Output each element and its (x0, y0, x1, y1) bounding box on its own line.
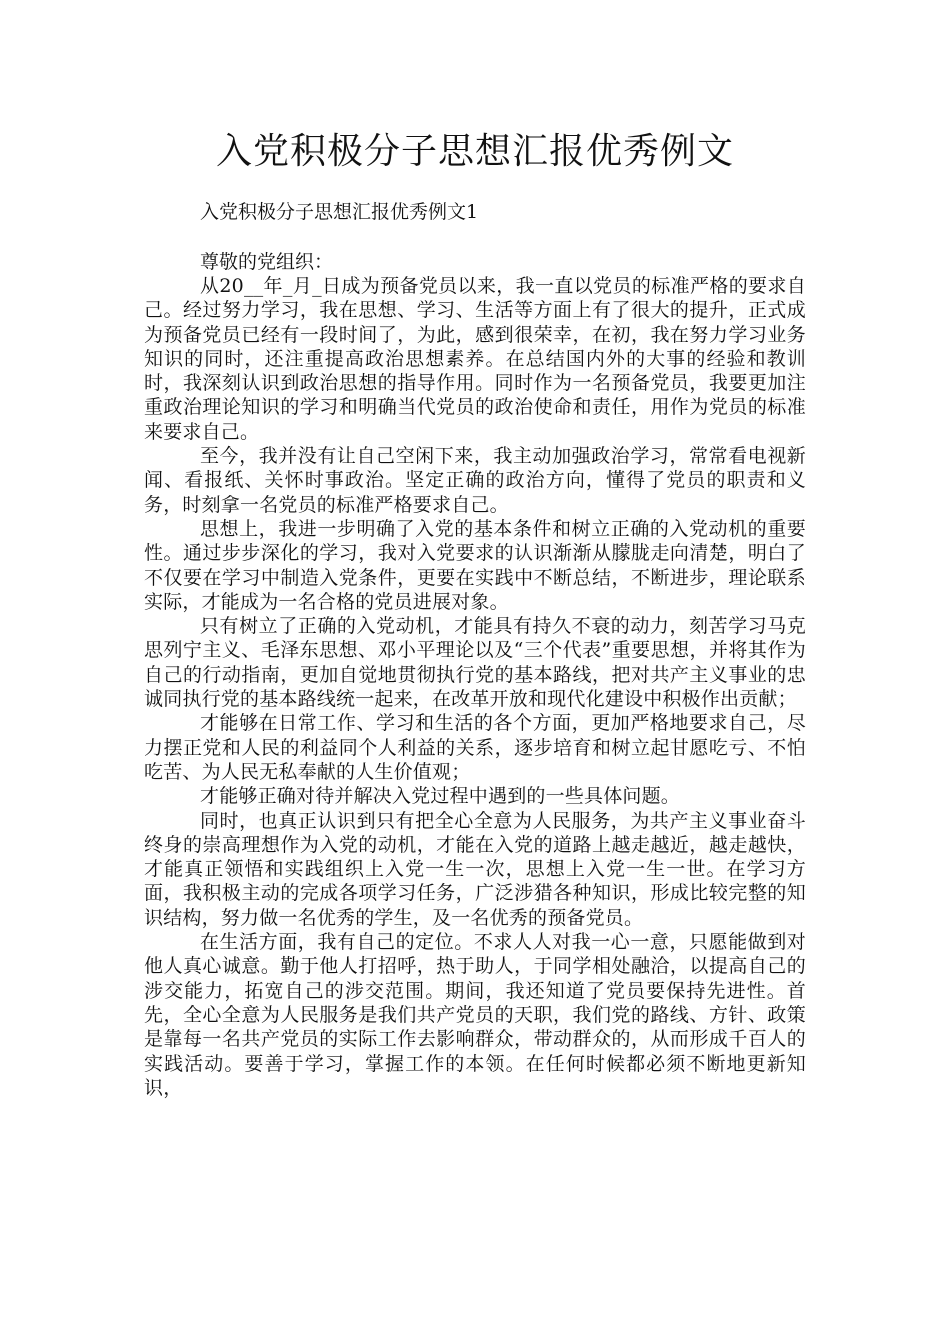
body-paragraph: 从20__年_月_日成为预备党员以来，我一直以党员的标准严格的要求自己。经过努力学习，我在思想、学习、生活等方面上有了很大的提升，正式成为预备党员已经有一段时间了，为此，感到很荣幸，在初，我在努力学习业务知识的同时，还注重提高政治思想素养。在总结国内外的大事的经验和教训时，我深刻认识到政治思想的指导作用。同时作为一名预备党员，我要更加注重政治理论知识的学习和明确当代党员的政治使命和责任，用作为党员的标准来要求自己。 (144, 275, 806, 443)
document-title: 入党积极分子思想汇报优秀例文 (215, 131, 734, 172)
document-page (144, 128, 806, 1100)
body-paragraph: 思想上，我进一步明确了入党的基本条件和树立正确的入党动机的重要性。通过步步深化的学习，我对入党要求的认识渐渐从朦胧走向清楚，明白了不仅要在学习中制造入党条件，更要在实践中不断总结，不断进步，理论联系实际，才能成为一名合格的党员进展对象。 (144, 517, 806, 613)
body-paragraph: 才能够正确对待并解决入党过程中遇到的一些具体问题。 (200, 785, 681, 808)
body-paragraph: 至今，我并没有让自己空闲下来，我主动加强政治学习，常常看电视新闻、看报纸、关怀时事政治。坚定正确的政治方向，懂得了党员的职责和义务，时刻拿一名党员的标准严格要求自己。 (144, 445, 806, 516)
body-paragraph: 同时，也真正认识到只有把全心全意为人民服务，为共产主义事业奋斗终身的崇高理想作为入党的动机，才能在入党的道路上越走越近，越走越快，才能真正领悟和实践组织上入党一生一次，思想上入党一生一世。在学习方面，我积极主动的完成各项学习任务，广泛涉猎各种知识，形成比较完整的知识结构，努力做一名优秀的学生，及一名优秀的预备党员。 (144, 809, 806, 929)
salutation: 尊敬的党组织： (200, 251, 334, 273)
document-body (144, 274, 806, 1100)
document-subtitle: 入党积极分子思想汇报优秀例文1 (200, 201, 479, 223)
body-paragraph: 才能够在日常工作、学习和生活的各个方面，更加严格地要求自己，尽力摆正党和人民的利益同个人利益的关系，逐步培育和树立起甘愿吃亏、不怕吃苦、为人民无私奉献的人生价值观； (144, 712, 806, 783)
body-paragraph: 在生活方面，我有自己的定位。不求人人对我一心一意，只愿能做到对他人真心诚意。勤于他人打招呼，热于助人，于同学相处融洽，以提高自己的涉交能力，拓宽自己的涉交范围。期间，我还知道了党员要保持先进性。首先，全心全意为人民服务是我们共产党员的天职，我们党的路线、方针、政策是靠每一名共产党员的实际工作去影响群众，带动群众的，从而形成千百人的实践活动。要善于学习，掌握工作的本领。在任何时候都必须不断地更新知识， (144, 931, 806, 1099)
body-paragraph: 只有树立了正确的入党动机，才能具有持久不衰的动力，刻苦学习马克思列宁主义、毛泽东思想、邓小平理论以及“三个代表”重要思想，并将其作为自己的行动指南，更加自觉地贯彻执行党的基本路线，把对共产主义事业的忠诚同执行党的基本路线统一起来，在改革开放和现代化建设中积极作出贡献； (144, 615, 806, 711)
